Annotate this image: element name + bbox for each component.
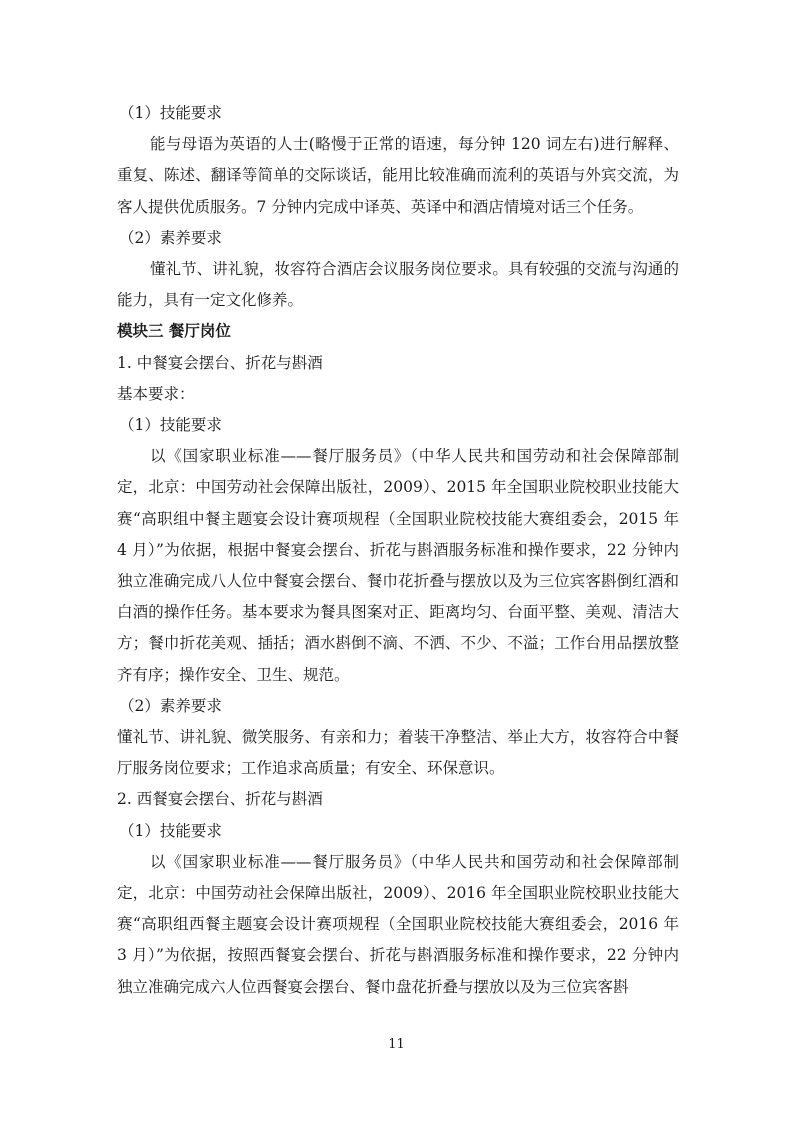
section-subheading: （1）技能要求: [119, 104, 222, 122]
section-subheading: （1）技能要求: [119, 416, 222, 435]
section-subheading: （1）技能要求: [119, 821, 222, 840]
page-body: [117, 98, 679, 1003]
basic-requirements-label: 基本要求：: [117, 384, 195, 403]
paragraph: 懂礼节、讲礼貌，妆容符合酒店会议服务岗位要求。具有较强的交流与沟通的能力，具有一定文化修养。: [117, 260, 679, 310]
item-heading: 2. 西餐宴会摆台、折花与斟酒: [117, 790, 323, 809]
item-heading: 1. 中餐宴会摆台、折花与斟酒: [117, 353, 323, 372]
section-subheading: （2）素养要求: [119, 228, 222, 247]
paragraph: 懂礼节、讲礼貌、微笑服务、有亲和力；着装干净整洁、举止大方，妆容符合中餐厅服务岗位要求；工作追求高质量；有安全、环保意识。: [117, 728, 679, 778]
paragraph: 能与母语为英语的人士(略慢于正常的语速，每分钟 120 词左右)进行解释、重复、陈述、翻译等简单的交际谈话，能用比较准确而流利的英语与外宾交流，为客人提供优质服务。7 分钟内完成中译英、英译中和酒店情境对话三个任务。: [117, 135, 679, 216]
paragraph: 以《国家职业标准——餐厅服务员》（中华人民共和国劳动和社会保障部制定，北京：中国劳动社会保障出版社，2009）、2015 年全国职业院校职业技能大赛“高职组中餐主题宴会设计赛项规程（全国职业院校技能大赛组委会，2015 年 4 月）”为依据，根据中餐宴会摆台、折花与斟酒服务标准和操作要求，22 分钟内独立准确完成八人位中餐宴会摆台、餐巾花折叠与摆放以及为三位宾客斟倒红酒和白酒的操作任务。基本要求为餐具图案对正、距离均匀、台面平整、美观、清洁大方；餐巾折花美观、插括；酒水斟倒不滴、不洒、不少、不溢；工作台用品摆放整齐有序；操作安全、卫生、规范。: [117, 447, 679, 684]
module-heading: 模块三 餐厅岗位: [117, 322, 231, 341]
paragraph: 以《国家职业标准——餐厅服务员》（中华人民共和国劳动和社会保障部制定，北京：中国劳动社会保障出版社，2009）、2016 年全国职业院校职业技能大赛“高职组西餐主题宴会设计赛项规程（全国职业院校技能大赛组委会，2016 年 3 月）”为依据，按照西餐宴会摆台、折花与斟酒服务标准和操作要求，22 分钟内独立准确完成六人位西餐宴会摆台、餐巾盘花折叠与摆放以及为三位宾客斟: [117, 852, 679, 996]
page-number: 11: [388, 1037, 405, 1052]
section-subheading: （2）素养要求: [119, 696, 222, 715]
